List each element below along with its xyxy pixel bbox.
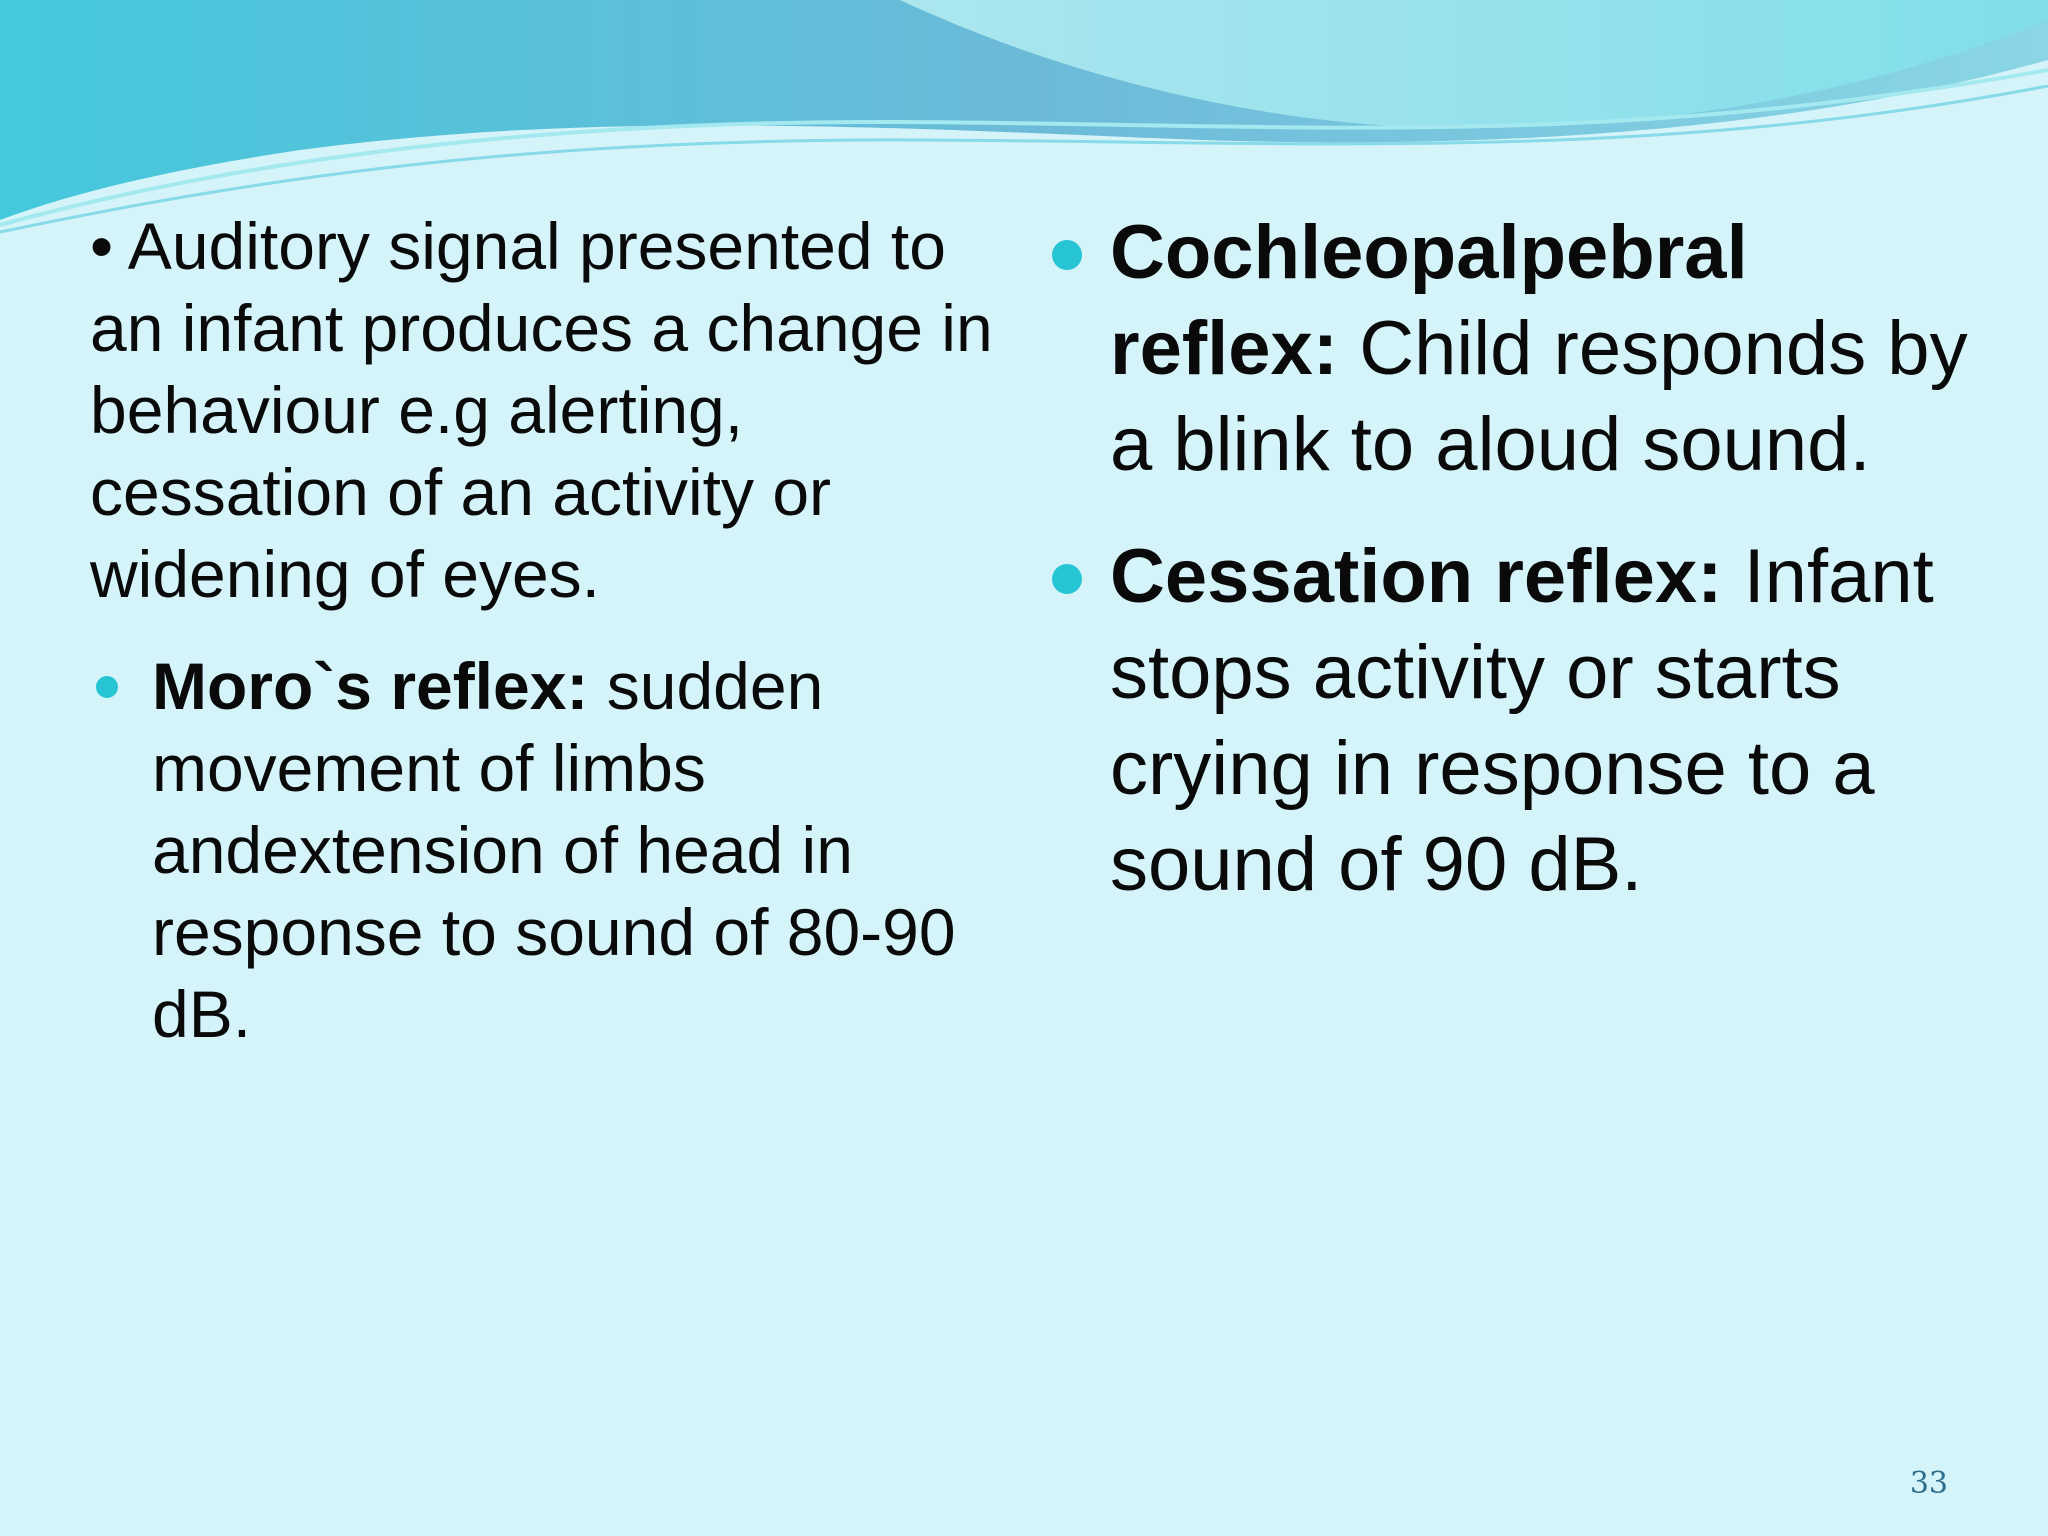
term-label: Cochleopalpebral reflex: (1110, 210, 1748, 391)
bullet-dot-icon (96, 676, 118, 698)
wave-banner (0, 0, 2048, 240)
term-label: Moro`s reflex: (152, 649, 589, 723)
page-number: 33 (1909, 1466, 1948, 1501)
term-description: sudden movement of limbs andextension of head in response to sound of 80-90 dB. (152, 649, 956, 1051)
bullet-dot-icon (1052, 564, 1082, 594)
term-description: Infant stops activity or starts crying in response to a sound of 90 dB. (1110, 534, 1934, 907)
list-item-cessation (1050, 529, 1980, 913)
term-label: Cessation reflex: (1110, 534, 1723, 619)
right-column (1050, 205, 1980, 949)
intro-text: • Auditory signal presented to an infant produces a change in behaviour e.g alerting, cessation of an activity or widening of eyes. (90, 209, 993, 611)
bullet-dot-icon (1052, 240, 1082, 270)
left-column (90, 205, 1010, 1055)
list-item-cochleopalpebral (1050, 205, 1980, 493)
list-item-moro (90, 645, 1010, 1055)
term-description: Child responds by a blink to aloud sound. (1110, 306, 1968, 487)
